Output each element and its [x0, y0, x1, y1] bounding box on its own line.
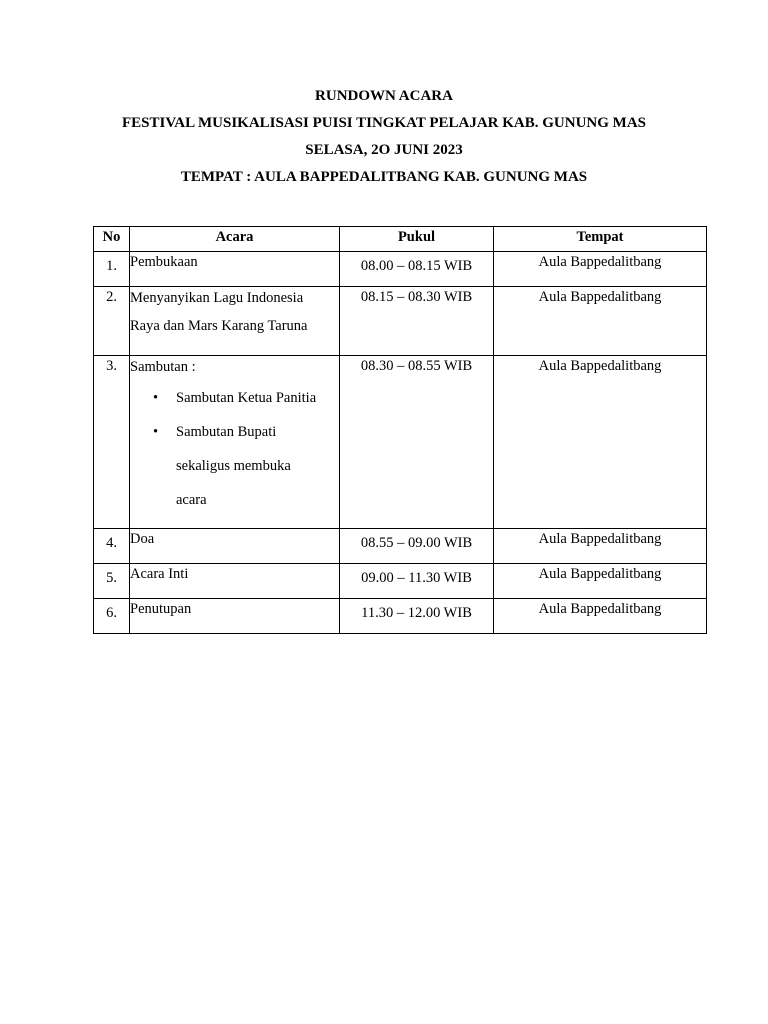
row-pukul: 08.55 – 09.00 WIB	[340, 529, 494, 564]
column-header-pukul: Pukul	[340, 227, 494, 252]
sub-item-list	[130, 381, 339, 517]
sub-item-text: acara	[176, 492, 207, 508]
row-number: 3.	[94, 356, 130, 529]
table-header-row	[94, 227, 707, 252]
table-row	[94, 529, 707, 564]
row-acara: Penutupan	[130, 599, 340, 634]
sub-item-text: Sambutan Bupati	[176, 424, 277, 440]
heading-venue: TEMPAT : AULA BAPPEDALITBANG KAB. GUNUNG MAS	[180, 169, 588, 185]
heading-title: RUNDOWN ACARA	[315, 88, 453, 104]
table-row	[94, 356, 707, 529]
row-tempat: Aula Bappedalitbang	[494, 252, 707, 287]
row-acara-line: Menyanyikan Lagu Indonesia	[130, 290, 304, 306]
row-tempat: Aula Bappedalitbang	[494, 529, 707, 564]
column-header-no: No	[94, 227, 130, 252]
row-number: 1.	[94, 252, 130, 287]
row-number: 2.	[94, 287, 130, 356]
table-row	[94, 287, 707, 356]
row-tempat: Aula Bappedalitbang	[494, 564, 707, 599]
sub-item-text: Sambutan Ketua Panitia	[176, 390, 317, 406]
row-number: 6.	[94, 599, 130, 634]
row-pukul: 09.00 – 11.30 WIB	[340, 564, 494, 599]
row-pukul: 08.30 – 08.55 WIB	[340, 356, 494, 529]
column-header-tempat: Tempat	[494, 227, 707, 252]
document-heading	[0, 85, 768, 193]
rundown-table	[93, 226, 707, 634]
row-tempat: Aula Bappedalitbang	[494, 287, 707, 356]
row-pukul: 11.30 – 12.00 WIB	[340, 599, 494, 634]
bullet-icon: •	[153, 424, 159, 440]
sub-item	[130, 415, 339, 517]
row-acara: Pembukaan	[130, 252, 340, 287]
sub-item	[130, 381, 339, 415]
bullet-icon: •	[153, 390, 159, 406]
heading-event-name: FESTIVAL MUSIKALISASI PUISI TINGKAT PELAJAR KAB. GUNUNG MAS	[121, 115, 646, 131]
row-tempat: Aula Bappedalitbang	[494, 356, 707, 529]
row-acara-line: Raya dan Mars Karang Taruna	[130, 318, 308, 334]
row-acara	[130, 287, 340, 356]
column-header-acara: Acara	[130, 227, 340, 252]
heading-date: SELASA, 2O JUNI 2023	[305, 142, 463, 158]
row-acara: Acara Inti	[130, 564, 340, 599]
table-row	[94, 599, 707, 634]
row-acara-intro: Sambutan :	[130, 359, 196, 375]
table-row	[94, 252, 707, 287]
row-pukul: 08.15 – 08.30 WIB	[340, 287, 494, 356]
row-pukul: 08.00 – 08.15 WIB	[340, 252, 494, 287]
row-number: 5.	[94, 564, 130, 599]
sub-item-text: sekaligus membuka	[176, 458, 291, 474]
row-acara: Doa	[130, 529, 340, 564]
row-acara	[130, 356, 340, 529]
row-tempat: Aula Bappedalitbang	[494, 599, 707, 634]
row-number: 4.	[94, 529, 130, 564]
table-row	[94, 564, 707, 599]
